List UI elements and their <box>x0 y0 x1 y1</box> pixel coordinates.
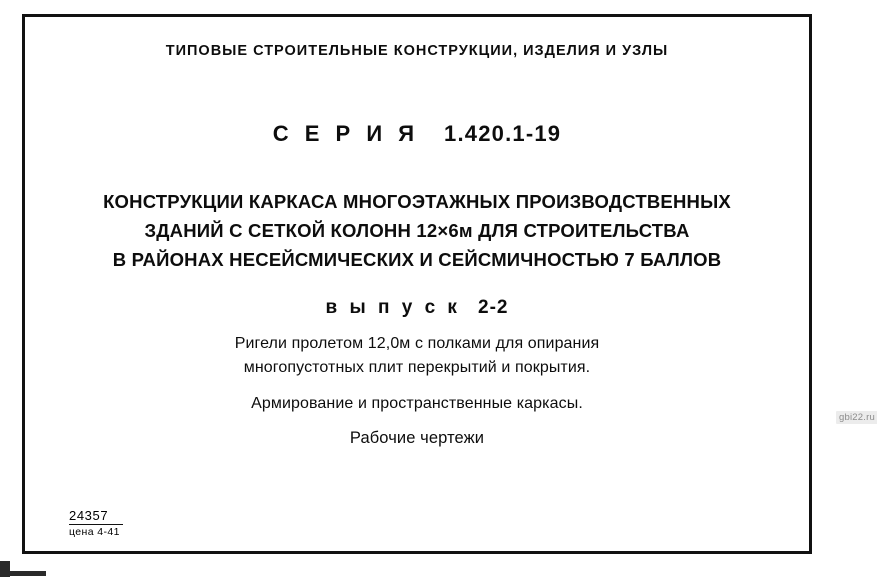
series-line <box>25 121 809 147</box>
watermark-label: gbi22.ru <box>836 411 877 424</box>
title-line-3: В РАЙОНАХ НЕСЕЙСМИЧЕСКИХ И СЕЙСМИЧНОСТЬЮ 7 БАЛЛОВ <box>112 249 722 270</box>
description-line-1: Ригели пролетом 12,0м с полками для опирания <box>234 335 600 352</box>
title-line-1: КОНСТРУКЦИИ КАРКАСА МНОГОЭТАЖНЫХ ПРОИЗВОДСТВЕННЫХ <box>103 191 731 212</box>
issue-number: 2-2 <box>478 297 509 318</box>
inventory-stamp <box>69 509 123 538</box>
series-label: С Е Р И Я <box>272 121 420 146</box>
description-line-4: Рабочие чертежи <box>349 429 485 447</box>
description-line-3: Армирование и пространственные каркасы. <box>251 395 583 412</box>
stamp-price: цена 4-41 <box>69 525 120 538</box>
issue-label: в ы п у с к <box>325 297 461 318</box>
scan-artifact-bar-2 <box>0 561 10 577</box>
document-header-line: ТИПОВЫЕ СТРОИТЕЛЬНЫЕ КОНСТРУКЦИИ, ИЗДЕЛИЯ И УЗЛЫ <box>165 43 669 59</box>
series-number: 1.420.1-19 <box>444 121 562 146</box>
issue-line <box>25 297 809 319</box>
title-line-2: ЗДАНИЙ С СЕТКОЙ КОЛОНН 12×6м ДЛЯ СТРОИТЕЛЬСТВА <box>144 220 690 241</box>
stamp-inventory-number: 24357 <box>69 509 123 525</box>
document-border-frame <box>22 14 812 554</box>
document-content <box>25 17 809 551</box>
description-line-2: многопустотных плит перекрытий и покрытия. <box>243 359 591 376</box>
